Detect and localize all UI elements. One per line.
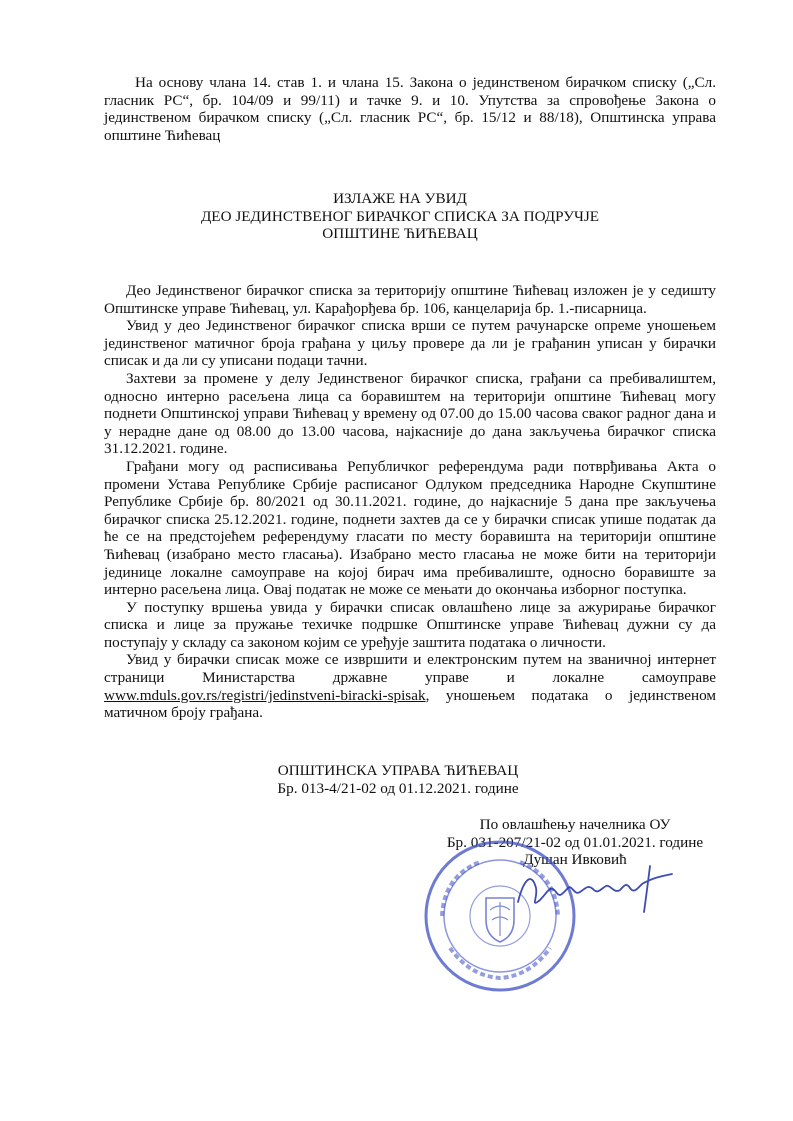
document-body <box>104 282 716 722</box>
signature-stroke <box>518 866 672 912</box>
online-text-after: , уношењем података о јединственом матичном броју грађана. <box>104 686 716 722</box>
online-text-before: Увид у бирачки списак може се извршити и електронским путем на званичној интернет страници Министарства државне управе и локалне самоуправе <box>104 651 716 687</box>
paragraph-data-protection: У поступку вршења увида у бирачки списак овлашћено лице за ажурирање бирачког списка и лице за пружање техичке подршке Општинске управе Ћићевац дужни су да поступају у складу са законом којим се уређује заштита података о личности. <box>104 598 716 651</box>
paragraph-requests: Захтеви за промене у делу Јединственог бирачког списка, грађани са пребивалиштем, односно интерно расељена лица са боравиштем на територији општине Ћићевац могу поднети Општинској управи Ћићевац у времену од 07.00 до 15.00 часова сваког радног дана и у нерадне дане од 08.00 до 13.00 часова, најкасније до дана закључења бирачког списка 31.12.2021. године. <box>104 369 716 458</box>
paragraph-referendum: Грађани могу од расписивања Републичког референдума ради потврђивања Акта о промени Устава Републике Србије расписаног Одлуком председника Народне Скупштине Републике Србије бр. 80/2021 од 30.11.2021. године, до најкасније 5 дана пре закључења бирачког списка 25.12.2021. године, поднети захтев да се у бирачки списак упише податак да ће се на предстојећем референдуму гласати по месту боравишта на територији општине Ћићевац (изабрано место гласања). Изабрано место гласања не може бити на територији јединице локалне самоуправе на којој бирач има пребивалиште, односно боравиште за интерно расељена лица. Овај податак не може се мењати до окончања изборног поступка. <box>104 457 716 599</box>
heading-line-2: ДЕО ЈЕДИНСТВЕНОГ БИРАЧКОГ СПИСКА ЗА ПОДРУЧЈЕ <box>200 207 600 225</box>
paragraph-online <box>104 651 716 721</box>
intro-paragraph: На основу члана 14. став 1. и члана 15. Закона о јединственом бирачком списку („Сл. гласник РС“, бр. 104/09 и 99/11) и тачке 9. и 10. Упутства за спровођење Закона о јединственом бирачком списку („Сл. гласник РС“, бр. 15/12 и 88/18), Општинска управа општине Ћићевац <box>104 74 716 144</box>
registry-link[interactable]: www.mduls.gov.rs/registri/jedinstveni-biracki-spisak <box>104 686 426 704</box>
authority-number: Бр. 013-4/21-02 од 01.12.2021. године <box>277 779 519 797</box>
authority-name: ОПШТИНСКА УПРАВА ЋИЋЕВАЦ <box>277 762 519 779</box>
signer-name: Душан Ивковић <box>523 851 627 869</box>
signer-auth-number: Бр. 031-207/21-02 од 01.01.2021. године <box>446 833 704 851</box>
handwritten-signature-icon <box>510 858 680 918</box>
document-heading <box>104 190 696 243</box>
signer-authorization: По овлашћењу начелника ОУ <box>479 816 671 833</box>
paragraph-inspection: Увид у део Јединственог бирачког списка врши се путем рачунарске опреме уношењем јединственог матичног броја грађана у циљу провере да ли је грађанин уписан у бирачки списак и да ли су уписани подаци тачни. <box>104 317 716 370</box>
heading-line-1: ИЗЛАЖЕ НА УВИД <box>333 190 467 207</box>
issuing-authority <box>248 762 548 797</box>
heading-line-3: ОПШТИНЕ ЋИЋЕВАЦ <box>322 225 478 243</box>
stamp-eagle <box>490 902 510 936</box>
paragraph-location: Део Јединственог бирачког списка за територију општине Ћићевац изложен је у седишту Општинске управе Ћићевац, ул. Карађорђева бр. 106, канцеларија бр. 1.-писарница. <box>104 282 716 317</box>
